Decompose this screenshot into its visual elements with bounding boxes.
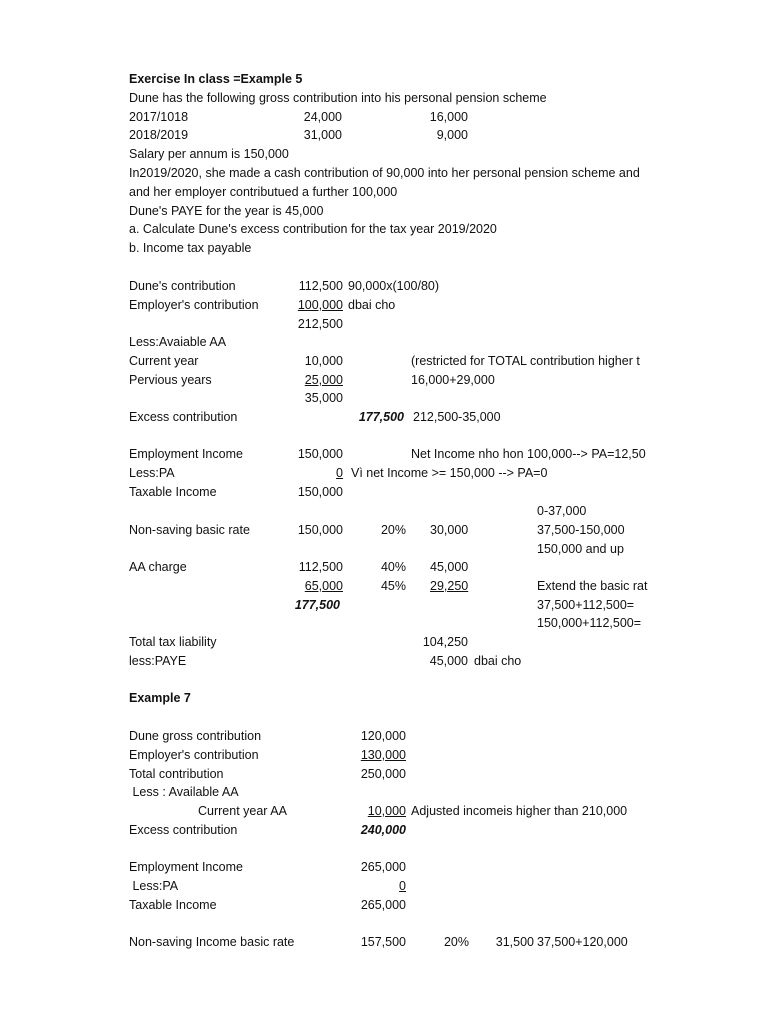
row-rate: 20% xyxy=(443,935,469,949)
row-value: 10,000 xyxy=(304,354,343,368)
employer-line: and her employer contributued a further 100,000 xyxy=(129,185,398,199)
row-label: Less:PA xyxy=(129,466,175,480)
row-note: 37,500+112,500= xyxy=(537,598,635,612)
tax-band: 150,000 and up xyxy=(537,542,624,556)
row-value: 10,000 xyxy=(367,804,406,818)
row-total: 177,500 xyxy=(294,598,340,612)
row-label: Taxable Income xyxy=(129,485,217,499)
question-b: b. Income tax payable xyxy=(129,241,252,255)
row-value: 0 xyxy=(336,466,343,480)
tax-band: 0-37,000 xyxy=(537,504,587,518)
row-label: Dune's contribution xyxy=(129,279,236,293)
row-total: 35,000 xyxy=(304,391,343,405)
row-value: 177,500 xyxy=(358,410,404,424)
row-value: 45,000 xyxy=(429,654,468,668)
row-note: 90,000x(100/80) xyxy=(348,279,440,293)
row-value: 112,500 xyxy=(298,560,343,574)
row-label: Taxable Income xyxy=(129,898,217,912)
row-label: Non-saving Income basic rate xyxy=(129,935,295,949)
row-tax: 45,000 xyxy=(430,560,469,574)
row-value: 157,500 xyxy=(360,935,406,949)
row-value: 150,000 xyxy=(297,447,343,461)
row-label: Employment Income xyxy=(129,447,243,461)
row-value: 240,000 xyxy=(360,823,406,837)
row-value: 250,000 xyxy=(360,767,406,781)
row-note: dbai cho xyxy=(474,654,522,668)
example-title: Example 7 xyxy=(129,691,191,705)
row-label: AA charge xyxy=(129,560,187,574)
row-label: Total tax liability xyxy=(129,635,217,649)
row-note: (restricted for TOTAL contribution higher t xyxy=(411,354,640,368)
row-label: Employment Income xyxy=(129,860,243,874)
row-value: 265,000 xyxy=(360,860,406,874)
row-value: 112,500 xyxy=(298,279,343,293)
row-total: 212,500 xyxy=(297,317,343,331)
year-label: 2018/2019 xyxy=(129,128,189,142)
row-label: Dune gross contribution xyxy=(129,729,262,743)
row-value: 100,000 xyxy=(297,298,343,312)
cash-contribution-line: In2019/2020, she made a cash contribution of 90,000 into her personal pension scheme and xyxy=(129,166,640,180)
tax-band: 37,500-150,000 xyxy=(537,523,625,537)
row-note: 16,000+29,000 xyxy=(411,373,495,387)
row-label: Total contribution xyxy=(129,767,224,781)
row-value: 265,000 xyxy=(360,898,406,912)
year-amount: 31,000 xyxy=(303,128,342,142)
question-a: a. Calculate Dune's excess contribution for the tax year 2019/2020 xyxy=(129,222,497,236)
row-value: 0 xyxy=(399,879,406,893)
salary-line: Salary per annum is 150,000 xyxy=(129,147,289,161)
year-label: 2017/1018 xyxy=(129,110,189,124)
row-label: Excess contribution xyxy=(129,410,238,424)
intro-line: Dune has the following gross contribution into his personal pension scheme xyxy=(129,91,547,105)
year-amount: 24,000 xyxy=(303,110,342,124)
row-note: Extend the basic rat xyxy=(537,579,648,593)
row-label: Less:PA xyxy=(129,879,179,893)
row-value: 130,000 xyxy=(360,748,406,762)
row-rate: 40% xyxy=(380,560,406,574)
year-amount: 9,000 xyxy=(436,128,468,142)
row-tax: 30,000 xyxy=(430,523,469,537)
row-rate: 20% xyxy=(380,523,406,537)
row-label: Excess contribution xyxy=(129,823,238,837)
row-value: 150,000 xyxy=(297,485,343,499)
row-value: 25,000 xyxy=(304,373,343,387)
row-label: less:PAYE xyxy=(129,654,187,668)
row-value: 104,250 xyxy=(422,635,468,649)
row-note: Adjusted incomeis higher than 210,000 xyxy=(411,804,628,818)
row-note: 150,000+112,500= xyxy=(537,616,642,630)
row-note: Vì net Income >= 150,000 --> PA=0 xyxy=(351,466,548,480)
row-label: Less:Avaiable AA xyxy=(129,335,227,349)
row-rate: 45% xyxy=(380,579,406,593)
row-tax: 29,250 xyxy=(430,579,469,593)
row-label: Employer's contribution xyxy=(129,748,259,762)
row-note: 37,500+120,000 xyxy=(537,935,628,949)
row-tax: 31,500 xyxy=(495,935,534,949)
row-label: Employer's contribution xyxy=(129,298,259,312)
row-value: 120,000 xyxy=(360,729,406,743)
row-label: Pervious years xyxy=(129,373,212,387)
paye-line: Dune's PAYE for the year is 45,000 xyxy=(129,204,324,218)
row-note: Net Income nho hon 100,000--> PA=12,50 xyxy=(411,447,646,461)
row-value: 65,000 xyxy=(304,579,343,593)
row-label: Current year AA xyxy=(198,804,287,818)
row-value: 150,000 xyxy=(297,523,343,537)
row-note: dbai cho xyxy=(348,298,396,312)
row-label: Current year xyxy=(129,354,199,368)
exercise-title: Exercise In class =Example 5 xyxy=(129,72,303,86)
row-label: Non-saving basic rate xyxy=(129,523,250,537)
year-amount: 16,000 xyxy=(429,110,468,124)
row-note: 212,500-35,000 xyxy=(413,410,501,424)
row-label: Less : Available AA xyxy=(129,785,239,799)
